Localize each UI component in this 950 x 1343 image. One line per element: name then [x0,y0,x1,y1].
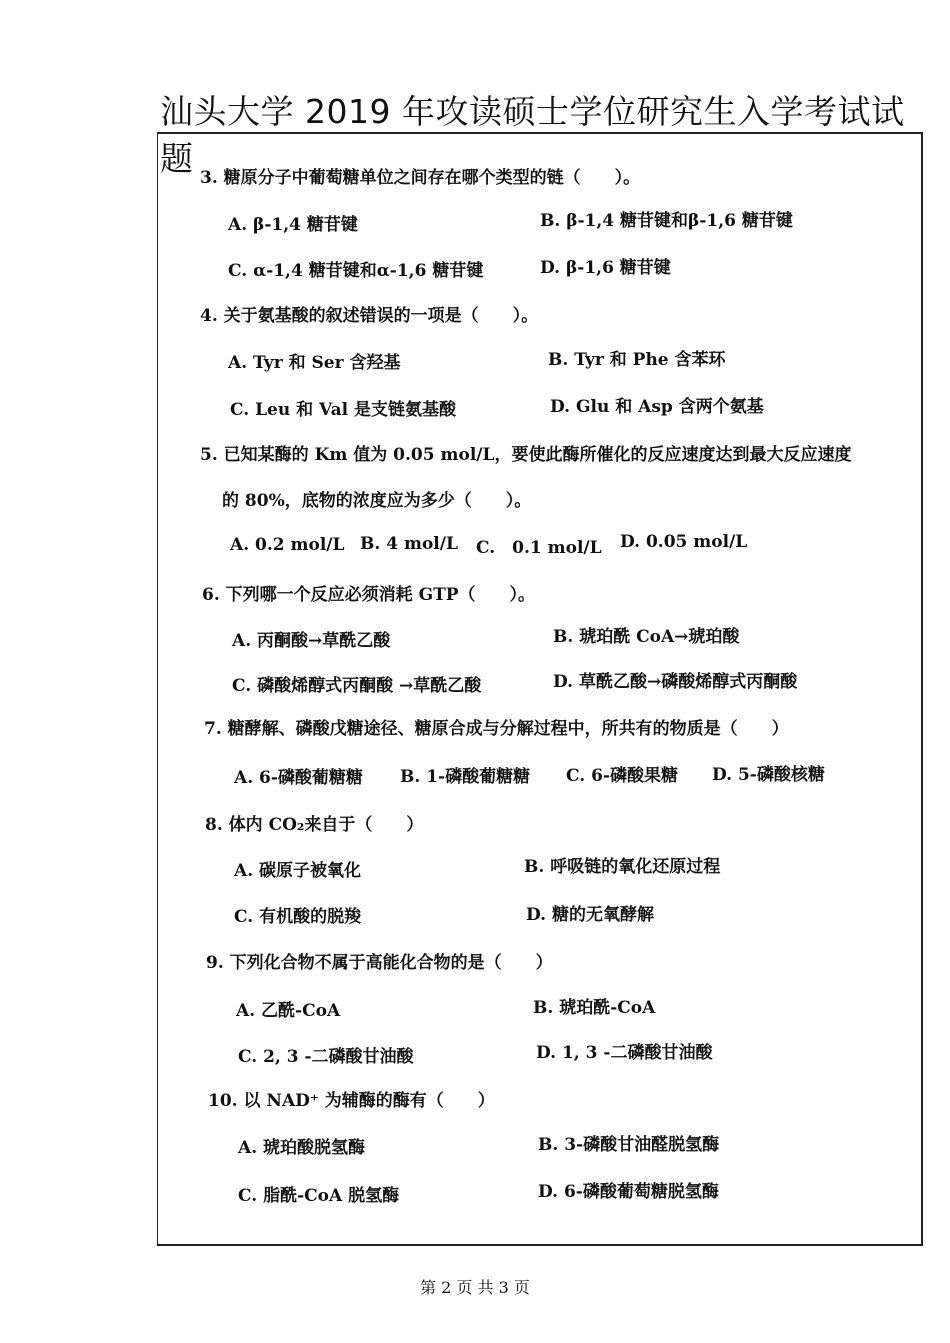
q5-option-b: B. 4 mol/L [360,534,458,554]
q9-option-c: C. 2, 3 -二磷酸甘油酸 [238,1047,414,1067]
q5-option-d: D. 0.05 mol/L [620,532,748,552]
q9-option-a: A. 乙酰-CoA [236,1001,341,1021]
q10-option-b: B. 3-磷酸甘油醛脱氢酶 [538,1135,720,1155]
q6-option-d: D. 草酰乙酸→磷酸烯醇式丙酮酸 [553,672,798,692]
q10-option-c: C. 脂酰-CoA 脱氢酶 [238,1186,400,1206]
q4-option-a: A. Tyr 和 Ser 含羟基 [228,353,401,373]
page-number: 第 2 页 共 3 页 [420,1278,530,1297]
q8-option-b: B. 呼吸链的氧化还原过程 [524,857,721,877]
q6-option-a: A. 丙酮酸→草酰乙酸 [232,631,391,651]
q9-option-d: D. 1, 3 -二磷酸甘油酸 [536,1043,713,1063]
q6-option-b: B. 琥珀酰 CoA→琥珀酸 [553,627,740,647]
q9-option-b: B. 琥珀酰-CoA [533,998,656,1018]
question-10-stem: 10. 以 NAD⁺ 为辅酶的酶有（ ） [208,1091,495,1111]
question-5-stem: 5. 已知某酶的 Km 值为 0.05 mol/L，要使此酶所催化的反应速度达到最大反应速度 [200,445,852,465]
question-5-stem-continued: 的 80%，底物的浓度应为多少（ ）。 [222,491,532,511]
q3-option-a: A. β-1,4 糖苷键 [228,215,358,235]
q7-option-a: A. 6-磷酸葡糖糖 [234,768,363,788]
question-4-stem: 4. 关于氨基酸的叙述错误的一项是（ ）。 [200,306,539,326]
q3-option-d: D. β-1,6 糖苷键 [540,258,671,278]
question-6-stem: 6. 下列哪一个反应必须消耗 GTP（ ）。 [202,585,536,605]
q5-option-c: C. 0.1 mol/L [476,538,602,558]
question-8-stem: 8. 体内 CO₂来自于（ ） [205,815,424,835]
q8-option-a: A. 碳原子被氧化 [234,861,362,881]
q4-option-c: C. Leu 和 Val 是支链氨基酸 [230,400,457,420]
q7-option-d: D. 5-磷酸核糖 [712,765,825,785]
q6-option-c: C. 磷酸烯醇式丙酮酸 →草酰乙酸 [232,676,482,696]
q8-option-d: D. 糖的无氧酵解 [526,905,654,925]
q4-option-d: D. Glu 和 Asp 含两个氨基 [550,397,764,417]
question-3-stem: 3. 糖原分子中葡萄糖单位之间存在哪个类型的链（ ）。 [200,168,641,188]
exam-title: 汕头大学 2019 年攻读硕士学位研究生入学考试试题 [160,92,905,178]
q3-option-b: B. β-1,4 糖苷键和β-1,6 糖苷键 [540,211,793,231]
question-9-stem: 9. 下列化合物不属于高能化合物的是（ ） [206,953,553,973]
q5-option-a: A. 0.2 mol/L [230,535,345,555]
q3-option-c: C. α-1,4 糖苷键和α-1,6 糖苷键 [228,261,484,281]
q10-option-a: A. 琥珀酸脱氢酶 [238,1138,366,1158]
question-7-stem: 7. 糖酵解、磷酸戊糖途径、糖原合成与分解过程中，所共有的物质是（ ） [204,719,789,739]
q8-option-c: C. 有机酸的脱羧 [234,907,362,927]
q7-option-c: C. 6-磷酸果糖 [566,766,678,786]
q4-option-b: B. Tyr 和 Phe 含苯环 [548,350,726,370]
q7-option-b: B. 1-磷酸葡糖糖 [400,767,531,787]
q10-option-d: D. 6-磷酸葡萄糖脱氢酶 [538,1182,719,1202]
